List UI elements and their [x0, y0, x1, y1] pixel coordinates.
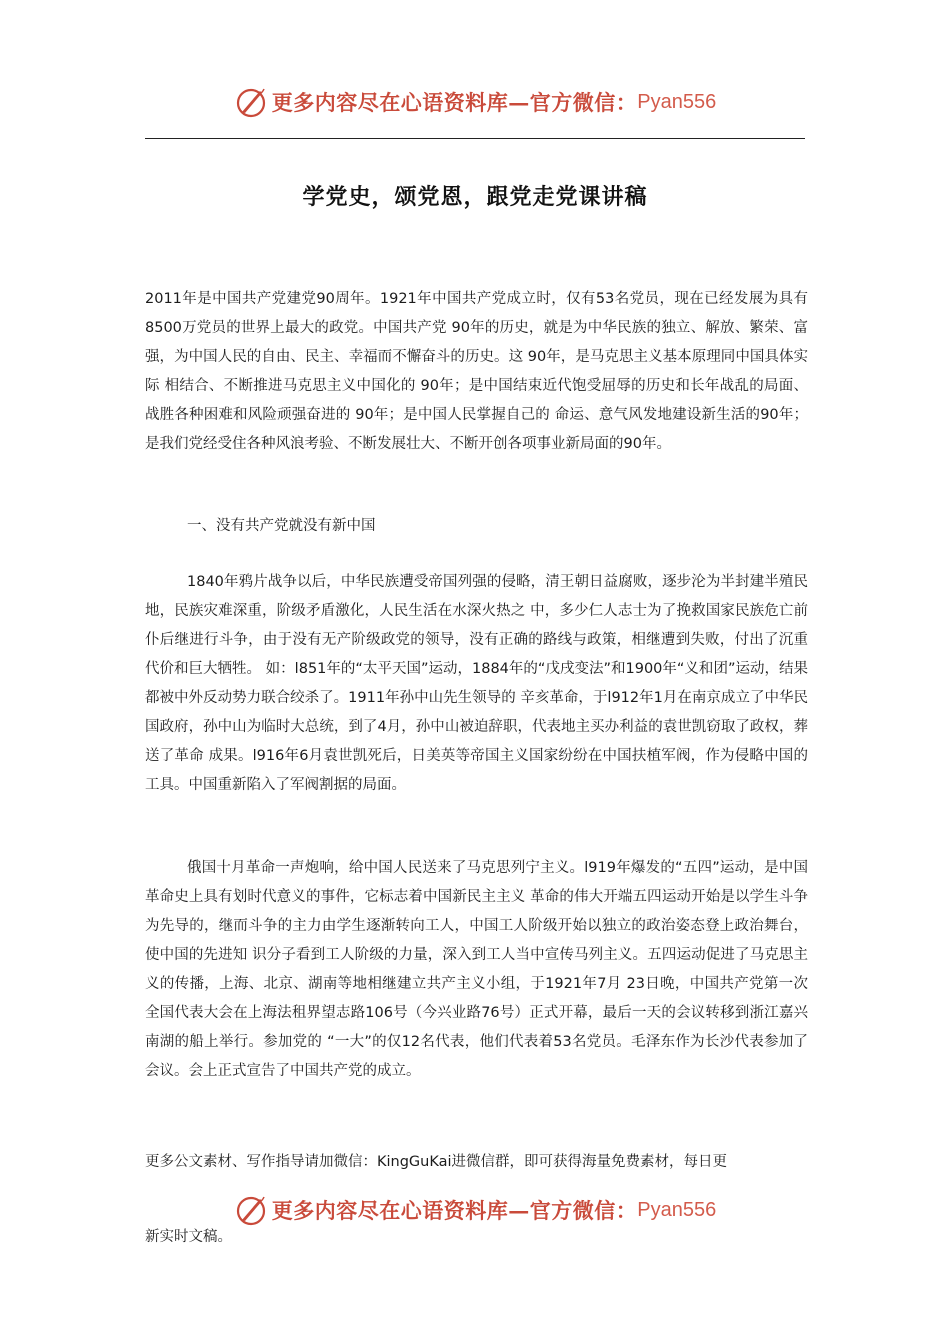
- intro-paragraph: 2011年是中国共产党建党90周年。1921年中国共产党成立时，仅有53名党员，现在已经发展为具有8500万党员的世界上最大的政党。中国共产党 90年的历史，就是为中华民族的独立、解放、繁荣、富强，为中国人民的自由、民主、幸福而不懈奋斗的历史。这 90年，是马克思主义基本原理同中国具体实际 相结合、不断推进马克思主义中国化的 90年；是中国结束近代饱受屈辱的历史和长年战乱的局面、战胜各种困难和风险顽强奋进的 90年；是中国人民掌握自己的 命运、意气风发地建设新生活的90年；是我们党经受住各种风浪考验、不断发展壮大、不断开创各项事业新局面的90年。: [145, 291, 808, 452]
- footer-promo-line: 更多公文素材、写作指导请加微信：KingGuKai进微信群，即可获得海量免费素材，每日更: [145, 1154, 728, 1170]
- section-heading: 一、没有共产党就没有新中国: [187, 518, 376, 534]
- banner-wechat-id: Pyan556: [637, 90, 717, 113]
- body-paragraph-1: 1840年鸦片战争以后，中华民族遭受帝国列强的侵略，清王朝日益腐败，逐步沦为半封建半殖民地，民族灾难深重，阶级矛盾激化，人民生活在水深火热之 中，多少仁人志士为了挽救国家民族危亡前仆后继进行斗争，由于没有无产阶级政党的领导，没有正确的路线与政策，相继遭到失败，付出了沉重代价和巨大牺牲。 如：l851年的“太平天国”运动，1884年的“戊戌变法”和1900年“义和团”运动，结果都被中外反动势力联合绞杀了。1911年孙中山先生领导的 辛亥革命，于l912年1月在南京成立了中华民国政府，孙中山为临时大总统，到了4月，孙中山被迫辞职，代表地主买办利益的袁世凯窃取了政权，葬送了革命 成果。l916年6月袁世凯死后，日美英等帝国主义国家纷纷在中国扶植军阀，作为侵略中国的工具。中国重新陷入了军阀割据的局面。: [145, 574, 808, 793]
- header-divider: [145, 138, 805, 139]
- quill-pen-icon: [234, 85, 268, 119]
- footer-promo-line-end: 新实时文稿。: [145, 1229, 232, 1245]
- quill-pen-icon: [234, 1193, 268, 1227]
- banner-text: 更多内容尽在心语资料库—官方微信：: [271, 90, 638, 115]
- header-banner: [0, 80, 950, 124]
- document-title: 学党史，颂党恩，跟党走党课讲稿: [302, 185, 648, 210]
- banner-text: 更多内容尽在心语资料库—官方微信：: [271, 1198, 638, 1223]
- banner-wechat-id: Pyan556: [637, 1198, 717, 1221]
- body-paragraph-2: 俄国十月革命一声炮响，给中国人民送来了马克思列宁主义。l919年爆发的“五四”运动，是中国革命史上具有划时代意义的事件，它标志着中国新民主主义 革命的伟大开端五四运动开始是以学生斗争为先导的，继而斗争的主力由学生逐渐转向工人，中国工人阶级开始以独立的政治姿态登上政治舞台，使中国的先进知 识分子看到工人阶级的力量，深入到工人当中宣传马列主义。五四运动促进了马克思主义的传播，上海、北京、湖南等地相继建立共产主义小组，于1921年7月 23日晚，中国共产党第一次全国代表大会在上海法租界望志路106号（今兴业路76号）正式开幕，最后一天的会议转移到浙江嘉兴南湖的船上举行。参加党的 “一大”的仅12名代表，他们代表着53名党员。毛泽东作为长沙代表参加了会议。会上正式宣告了中国共产党的成立。: [145, 860, 808, 1079]
